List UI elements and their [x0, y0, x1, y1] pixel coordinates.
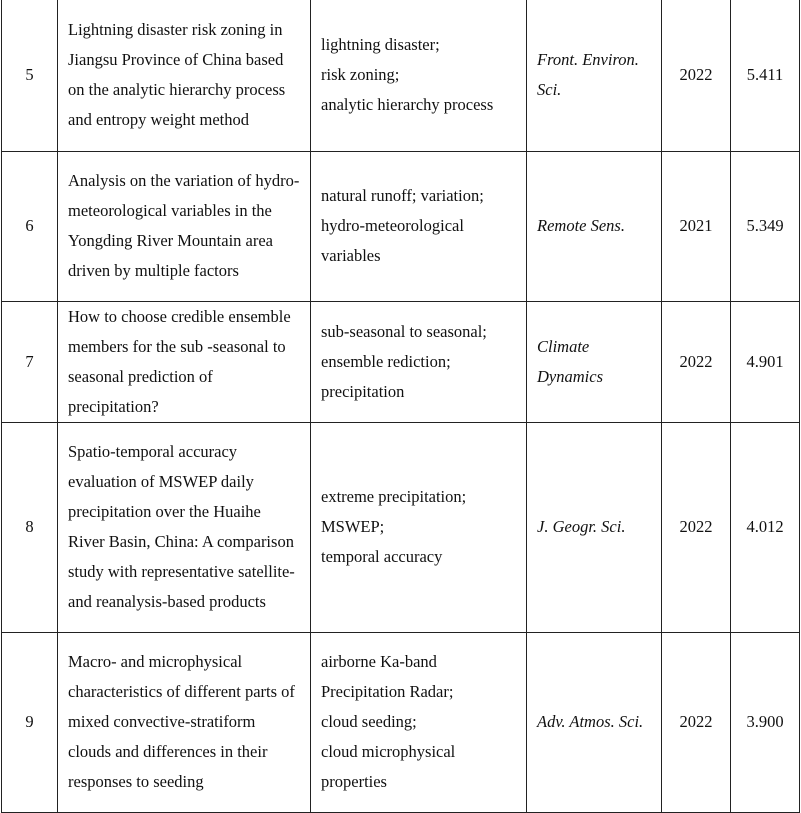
table-row	[2, 301, 800, 422]
keywords-cell	[311, 151, 527, 301]
row-number: 9	[2, 632, 58, 812]
paper-title: How to choose credible ensemble members for the sub -seasonal to seasonal prediction of precipitation?	[58, 301, 311, 422]
table-row	[2, 151, 800, 301]
keyword: analytic hierarchy process	[321, 95, 494, 115]
keywords-cell	[311, 301, 527, 422]
paper-title: Macro- and microphysical characteristics of different parts of mixed convective-stratiform clouds and differences in their responses to seeding	[58, 632, 311, 812]
keyword: natural runoff; variation;	[321, 186, 484, 205]
row-number: 6	[2, 151, 58, 301]
paper-title: Analysis on the variation of hydro-meteorological variables in the Yongding River Mountain area driven by multiple factors	[58, 151, 311, 301]
keywords-cell	[311, 632, 527, 812]
impact-factor: 4.901	[731, 301, 800, 422]
publication-year: 2022	[662, 422, 731, 632]
keyword: extreme precipitation;	[321, 487, 467, 506]
publication-year: 2021	[662, 151, 731, 301]
impact-factor: 4.012	[731, 422, 800, 632]
table-row	[2, 0, 800, 151]
journal-name: Climate Dynamics	[527, 301, 662, 422]
keyword: risk zoning;	[321, 65, 400, 85]
journal-name: Front. Environ. Sci.	[527, 0, 662, 151]
publication-year: 2022	[662, 301, 731, 422]
journal-name: Adv. Atmos. Sci.	[527, 632, 662, 812]
table-row	[2, 422, 800, 632]
publication-year: 2022	[662, 632, 731, 812]
keyword: temporal accuracy	[321, 547, 443, 566]
table-row	[2, 632, 800, 812]
impact-factor: 5.349	[731, 151, 800, 301]
keyword: cloud seeding;	[321, 712, 417, 731]
paper-title: Spatio-temporal accuracy evaluation of MSWEP daily precipitation over the Huaihe River Basin, China: A comparison study with representative satellite- and reanalysis-based products	[58, 422, 311, 632]
keyword: precipitation	[321, 381, 405, 401]
keyword: airborne Ka-band Precipitation Radar;	[321, 652, 454, 701]
paper-title: Lightning disaster risk zoning in Jiangsu Province of China based on the analytic hierarchy process and entropy weight method	[58, 0, 311, 151]
keyword: sub-seasonal to seasonal;	[321, 321, 487, 341]
journal-name: J. Geogr. Sci.	[527, 422, 662, 632]
row-number: 8	[2, 422, 58, 632]
publication-year: 2022	[662, 0, 731, 151]
row-number: 7	[2, 301, 58, 422]
keyword: cloud microphysical properties	[321, 742, 456, 791]
keywords-cell	[311, 422, 527, 632]
keyword: hydro-meteorological variables	[321, 216, 464, 265]
impact-factor: 3.900	[731, 632, 800, 812]
keyword: ensemble rediction;	[321, 351, 451, 371]
publications-table	[1, 0, 800, 813]
keywords-cell	[311, 0, 527, 151]
keyword: lightning disaster;	[321, 35, 440, 55]
journal-name: Remote Sens.	[527, 151, 662, 301]
keyword: MSWEP;	[321, 517, 385, 536]
row-number: 5	[2, 0, 58, 151]
impact-factor: 5.411	[731, 0, 800, 151]
